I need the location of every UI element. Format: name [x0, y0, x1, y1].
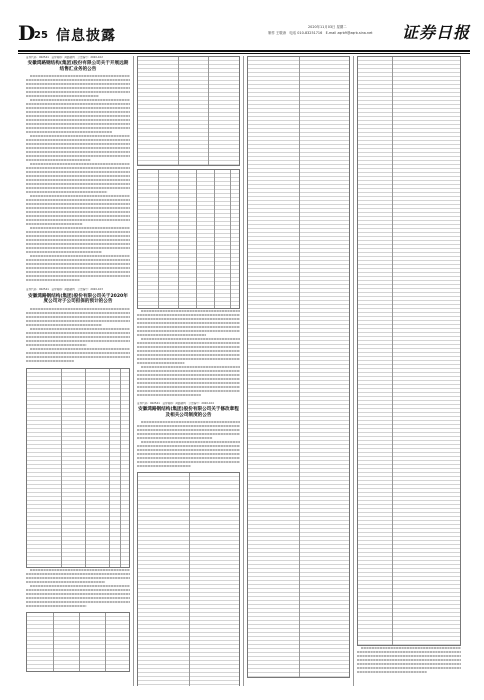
article-2-body-text — [26, 307, 130, 365]
amendment-comparison-table — [247, 56, 350, 678]
article-meta: 证券代码：002541 证券简称：鸿路钢构 公告编号：2020-104 — [137, 402, 214, 405]
column-1 — [26, 56, 130, 686]
masthead — [18, 22, 470, 48]
article-2-body-text-continued — [26, 568, 130, 610]
article-1-title: 安徽鸿路钢结构(集团)股份有限公司关于开展远期结售汇业务的公告 — [27, 61, 129, 72]
article-meta: 证券代码：002541 证券简称：鸿路钢构 公告编号：2020-103 — [26, 288, 103, 292]
amendment-comparison-table-continued — [357, 56, 461, 646]
closing-notice-text — [357, 646, 461, 676]
article-1-body-text — [26, 74, 130, 284]
article-3-body-text — [137, 420, 240, 470]
page-number: 25 — [34, 30, 48, 41]
column-4 — [357, 56, 461, 686]
article-meta: 证券代码：002541 证券简称：鸿路钢构 公告编号：2020-102 — [26, 56, 103, 59]
column-2 — [137, 56, 240, 686]
article-2-body-text-col2 — [137, 309, 240, 399]
newspaper-logo: 证券日报 — [401, 23, 470, 42]
article-3-title: 安徽鸿路钢结构(集团)股份有限公司关于修改章程及相关公司制度的公告 — [138, 407, 239, 418]
section-title: 信息披露 — [56, 28, 116, 44]
section-letter: D — [18, 21, 36, 45]
column-3 — [247, 56, 350, 686]
financial-table — [137, 169, 240, 309]
masthead-rule-thin — [18, 53, 470, 54]
articles-amendment-table — [137, 472, 240, 686]
article-2-title: 安徽鸿路钢结构(集团)股份有限公司关于2020年度公司对子公司担保的预计的公告 — [28, 293, 128, 305]
subsidiary-table — [26, 612, 130, 672]
guarantee-table-continued — [137, 56, 240, 166]
masthead-rule — [18, 50, 470, 52]
guarantee-table — [26, 368, 130, 568]
issue-date: 2020年11月03日 星期二 — [308, 25, 347, 29]
editor-contact: 制作 王敬涛 电话 010-83251716 E-mail zqrb9@zqrb.sina.net — [268, 31, 373, 35]
